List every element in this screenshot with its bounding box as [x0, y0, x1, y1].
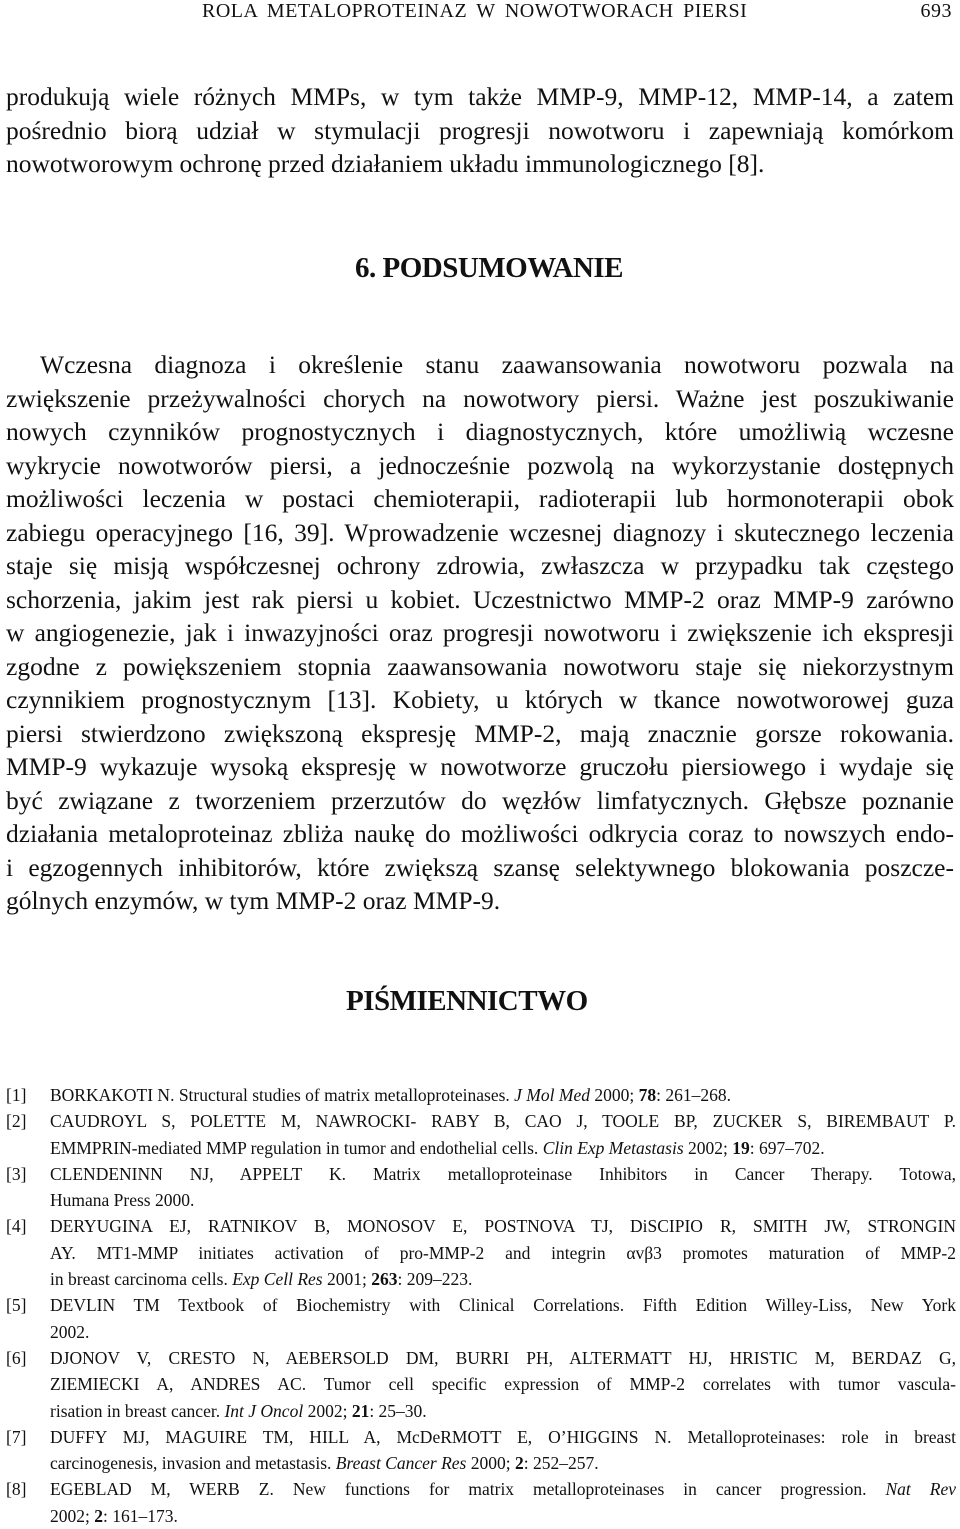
text-line: zgodne z powiększeniem stopnia zaawansowania nowotworu staje się niekorzystnym: [6, 651, 954, 681]
journal-name: J Mol Med: [514, 1085, 590, 1105]
reference-item: [6, 1161, 956, 1214]
text-line: w angiogenezie, jak i inwazyjności oraz progresji nowotworu i zwiększenie ich ekspresji: [6, 618, 954, 647]
reference-number: [2]: [6, 1111, 27, 1132]
reference-line: [50, 1108, 956, 1134]
reference-text: DJONOV V, CRESTO N, AEBERSOLD DM, BURRI PH, ALTERMATT HJ, HRISTIC M, BERDAZ G,: [50, 1347, 956, 1368]
reference-line: [50, 1082, 956, 1108]
journal-name: Nat Rev: [885, 1479, 956, 1500]
reference-year: 2002;: [303, 1400, 352, 1421]
page-number: 693: [920, 0, 952, 22]
text-line: możliwości leczenia w postaci chemioterapii, radioterapii lub hormonoterapii obok: [6, 484, 954, 513]
reference-item: [6, 1108, 956, 1161]
journal-name: Breast Cancer Res: [335, 1453, 467, 1474]
reference-line: [50, 1240, 956, 1266]
volume-number: 263: [371, 1269, 398, 1290]
journal-name: Exp Cell Res: [232, 1269, 323, 1290]
reference-text: BORKAKOTI N. Structural studies of matrix metalloproteinases.: [50, 1085, 515, 1105]
reference-line: [50, 1187, 956, 1213]
page-range: : 252–257.: [523, 1453, 599, 1474]
reference-number: [7]: [6, 1426, 27, 1447]
reference-number: [6]: [6, 1347, 27, 1368]
reference-line: [50, 1503, 956, 1529]
reference-line: [50, 1398, 956, 1424]
reference-line: [50, 1450, 956, 1476]
reference-year: 2001;: [322, 1269, 372, 1290]
text-line: nowotworowym ochronę przed działaniem układu immunologicznego [8].: [6, 149, 765, 178]
reference-year: 2002;: [683, 1137, 733, 1158]
text-line: czynnikiem prognostycznym [13]. Kobiety, u których w tkance nowotworowej guza: [6, 685, 954, 714]
journal-name: Int J Oncol: [224, 1400, 304, 1421]
reference-text: risation in breast cancer.: [50, 1400, 225, 1421]
reference-text: in breast carcinoma cells.: [50, 1269, 233, 1290]
text-line: być związane z tworzeniem przerzutów do węzłów limfatycznych. Głębsze poznanie: [6, 785, 954, 815]
reference-line: [50, 1161, 956, 1187]
reference-line: [50, 1135, 956, 1161]
section-heading-references: PIŚMIENNICTWO: [346, 985, 588, 1017]
page-range: : 25–30.: [369, 1400, 427, 1421]
reference-line: [50, 1476, 956, 1502]
reference-text: ZIEMIECKI A, ANDRES AC. Tumor cell specific expression of MMP-2 correlates with tumor vascula-: [50, 1374, 956, 1395]
reference-line: [50, 1213, 956, 1239]
text-line: zwiększenie przeżywalności chorych na nowotwory piersi. Ważne jest poszukiwanie: [6, 383, 954, 413]
reference-line: [50, 1424, 956, 1450]
text-line: gólnych enzymów, w tym MMP-2 oraz MMP-9.: [6, 886, 501, 915]
volume-number: 2: [514, 1453, 524, 1474]
reference-item: [6, 1082, 956, 1108]
text-line: i egzogennych inhibitorów, które zwiększą szansę selektywnego blokowania poszcze-: [6, 852, 954, 882]
reference-item: [6, 1345, 956, 1424]
reference-text: DEVLIN TM Textbook of Biochemistry with Clinical Correlations. Fifth Edition Willey-Liss, New York: [50, 1295, 956, 1316]
reference-number: [1]: [6, 1085, 27, 1105]
reference-number: [4]: [6, 1216, 27, 1237]
reference-text: 2002;: [50, 1505, 95, 1526]
reference-text: Humana Press 2000.: [50, 1190, 195, 1211]
reference-line: [50, 1292, 956, 1318]
reference-item: [6, 1213, 956, 1292]
reference-item: [6, 1476, 956, 1529]
reference-list: [6, 1082, 956, 1529]
reference-year: 2000;: [589, 1085, 639, 1105]
reference-item: [6, 1292, 956, 1345]
running-header: [0, 0, 960, 24]
reference-text: DUFFY MJ, MAGUIRE TM, HILL A, McDeRMOTT E, O’HIGGINS N. Metalloproteinases: role in breast: [50, 1426, 956, 1447]
page-range: : 209–223.: [397, 1269, 473, 1290]
page-range: : 261–268.: [656, 1085, 731, 1105]
reference-item: [6, 1424, 956, 1477]
journal-name: Clin Exp Metastasis: [542, 1137, 684, 1158]
text-line: zabiegu operacyjnego [16, 39]. Wprowadzenie wczesnej diagnozy i skutecznego leczenia: [6, 517, 954, 547]
page-range: : 161–173.: [103, 1505, 178, 1526]
reference-number: [5]: [6, 1295, 27, 1316]
text-line: działania metaloproteinaz zbliża naukę do możliwości odkrycia coraz to nowszych endo-: [6, 819, 954, 848]
text-line: produkują wiele różnych MMPs, w tym także MMP-9, MMP-12, MMP-14, a zatem: [6, 82, 954, 111]
text-line: nowych czynników prognostycznych i diagnostycznych, które umożliwią wczesne: [6, 417, 954, 446]
text-line: piersi stwierdzono zwiększoną ekspresję MMP-2, mają znacznie gorsze rokowania.: [6, 718, 954, 748]
reference-line: [50, 1371, 956, 1397]
reference-text: EMMPRIN-mediated MMP regulation in tumor and endothelial cells.: [50, 1137, 543, 1158]
text-line: pośrednio biorą udział w stymulacji progresji nowotworu i zapewniają komórkom: [6, 115, 954, 145]
reference-text: 2002.: [50, 1321, 90, 1342]
intro-paragraph: [6, 80, 954, 181]
text-line: MMP-9 wykazuje wysoką ekspresję w nowotworze gruczołu piersiowego i wydaje się: [6, 752, 954, 781]
volume-number: 78: [638, 1085, 657, 1105]
text-line: staje się misją współczesnej ochrony zdrowia, zwłaszcza w przypadku tak częstego: [6, 551, 954, 580]
reference-text: DERYUGINA EJ, RATNIKOV B, MONOSOV E, POSTNOVA TJ, DiSCIPIO R, SMITH JW, STRONGIN: [50, 1216, 956, 1237]
reference-line: [50, 1266, 956, 1292]
reference-number: [8]: [6, 1479, 27, 1500]
reference-number: [3]: [6, 1163, 27, 1184]
reference-text: carcinogenesis, invasion and metastasis.: [50, 1453, 336, 1474]
reference-text: CLENDENINN NJ, APPELT K. Matrix metalloproteinase Inhibitors in Cancer Therapy. Totowa,: [50, 1163, 956, 1184]
running-title: ROLA METALOPROTEINAZ W NOWOTWORACH PIERSI: [202, 0, 748, 22]
text-line: wykrycie nowotworów piersi, a jednocześnie pozwolą na wykorzystanie dostępnych: [6, 450, 954, 480]
text-line: Wczesna diagnoza i określenie stanu zaawansowania nowotworu pozwala na: [40, 350, 954, 379]
reference-text: EGEBLAD M, WERB Z. New functions for matrix metalloproteinases in cancer progression.: [50, 1479, 886, 1500]
reference-text: AY. MT1-MMP initiates activation of pro-MMP-2 and integrin αvβ3 promotes maturation of MMP-2: [50, 1242, 956, 1263]
volume-number: 19: [732, 1137, 750, 1158]
page-range: : 697–702.: [749, 1137, 825, 1158]
reference-line: [50, 1345, 956, 1371]
reference-text: CAUDROYL S, POLETTE M, NAWROCKI- RABY B, CAO J, TOOLE BP, ZUCKER S, BIREMBAUT P.: [50, 1111, 956, 1132]
section-heading-summary: 6. PODSUMOWANIE: [355, 252, 624, 284]
text-line: schorzenia, jakim jest rak piersi u kobiet. Uczestnictwo MMP-2 oraz MMP-9 zarówno: [6, 584, 954, 614]
summary-paragraph: [6, 348, 954, 918]
reference-line: [50, 1319, 956, 1345]
volume-number: 2: [94, 1505, 103, 1526]
reference-year: 2000;: [466, 1453, 515, 1474]
volume-number: 21: [351, 1400, 370, 1421]
